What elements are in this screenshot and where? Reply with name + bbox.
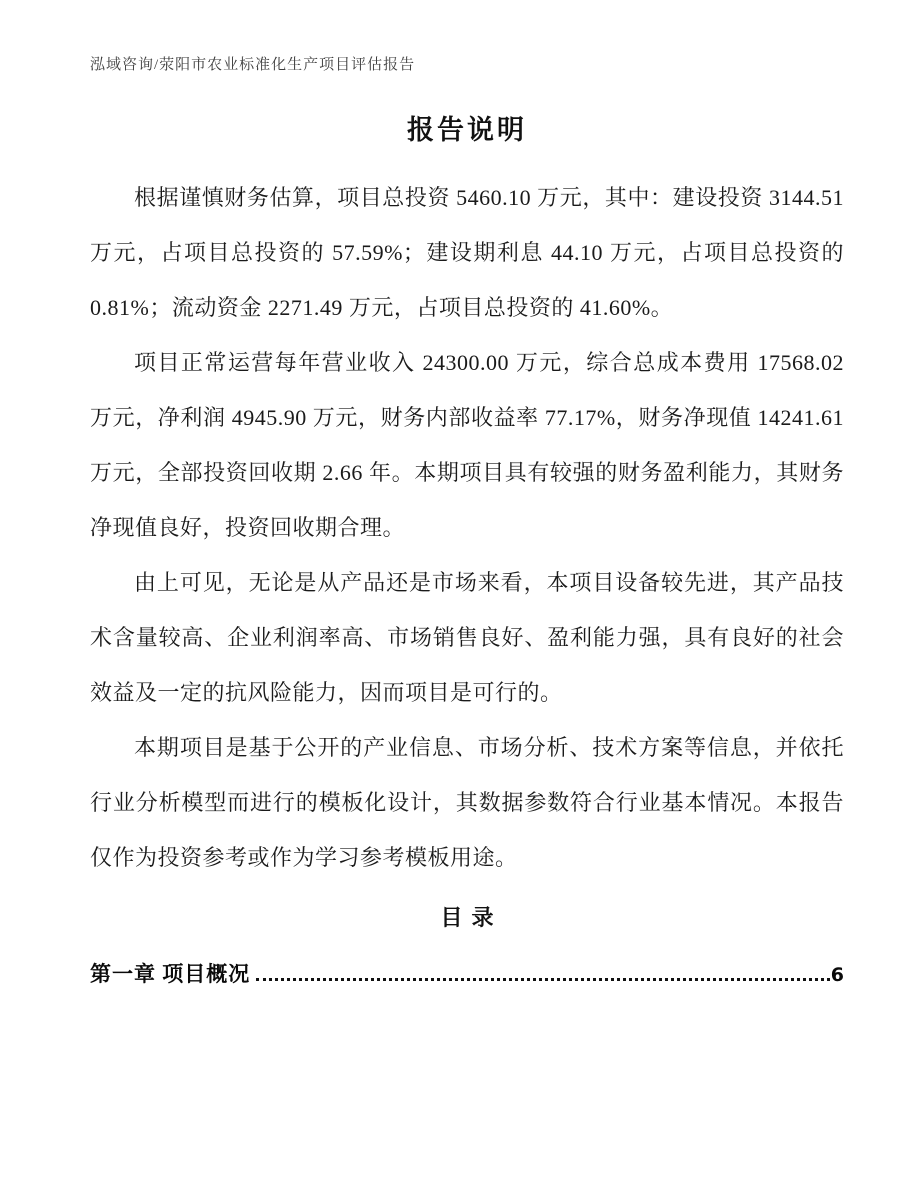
toc-entry-chapter-1[interactable] xyxy=(90,959,844,990)
toc-entry-label[interactable]: 第一章 项目概况 xyxy=(90,962,251,986)
document-header: 泓域咨询/荥阳市农业标准化生产项目评估报告 xyxy=(90,57,416,73)
report-body xyxy=(90,170,844,885)
toc-dot-leader xyxy=(256,978,830,981)
paragraph-feasibility: 由上可见，无论是从产品还是市场来看，本项目设备较先进，其产品技术含量较高、企业利润率高、市场销售良好、盈利能力强，具有良好的社会效益及一定的抗风险能力，因而项目是可行的。 xyxy=(90,570,844,705)
paragraph-disclaimer: 本期项目是基于公开的产业信息、市场分析、技术方案等信息，并依托行业分析模型而进行的模板化设计，其数据参数符合行业基本情况。本报告仅作为投资参考或作为学习参考模板用途。 xyxy=(90,735,844,870)
toc-entry-page-number[interactable]: 6 xyxy=(830,964,844,986)
toc-title: 目录 xyxy=(440,905,503,930)
paragraph-operating-results: 项目正常运营每年营业收入 24300.00 万元，综合总成本费用 17568.02 万元，净利润 4945.90 万元，财务内部收益率 77.17%，财务净现值 14241.61 万元，全部投资回收期 2.66 年。本期项目具有较强的财务盈利能力，其财务净现值良好，投资回收期合理。 xyxy=(90,350,844,540)
page-title: 报告说明 xyxy=(407,115,527,145)
paragraph-investment-summary: 根据谨慎财务估算，项目总投资 5460.10 万元，其中：建设投资 3144.51 万元，占项目总投资的 57.59%；建设期利息 44.10 万元，占项目总投资的 0.81%；流动资金 2271.49 万元，占项目总投资的 41.60%。 xyxy=(90,185,845,320)
